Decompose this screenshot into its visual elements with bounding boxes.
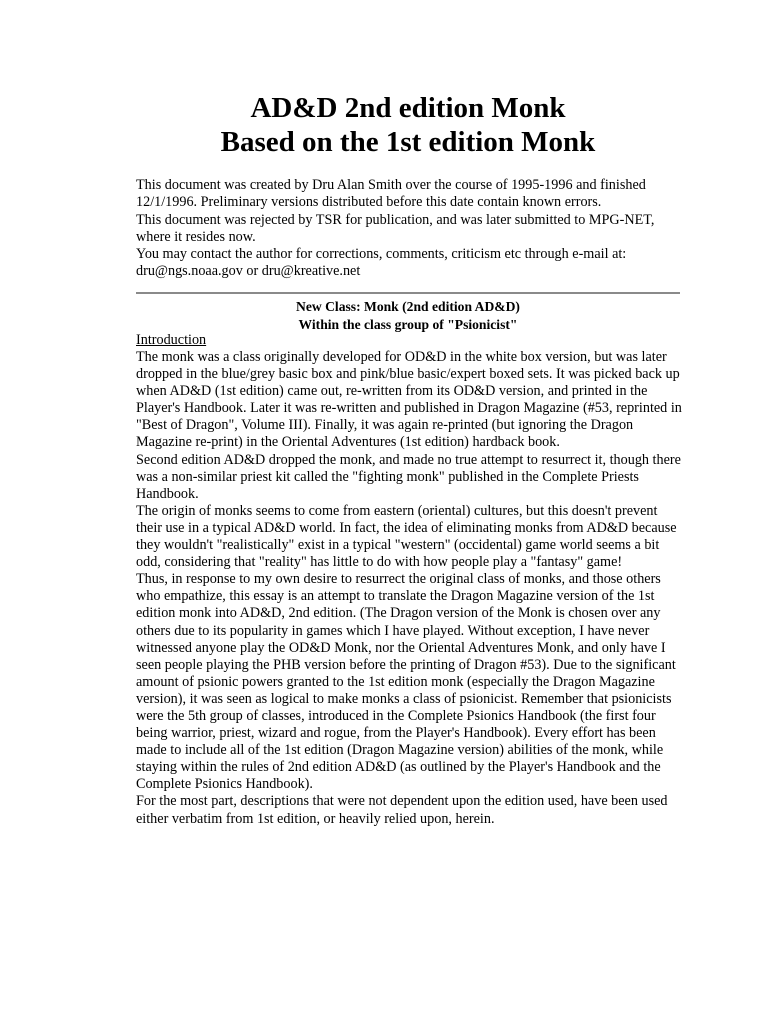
body-paragraph: For the most part, descriptions that were not dependent upon the edition used, have been used either verbatim from 1st edition, or heavily relied upon, herein. <box>136 793 668 827</box>
class-heading: New Class: Monk (2nd edition AD&D) <box>296 299 520 314</box>
body-paragraph: The origin of monks seems to come from eastern (oriental) cultures, but this doesn't prevent their use in a typical AD&D world. In fact, the idea of eliminating monks from AD&D because they wouldn't "realistically" exist in a typical "western" (occidental) game world seems a bit odd, considering that "reality" has little to do with how people play a "fantasy" game! <box>136 502 677 571</box>
intro-paragraph-publication: This document was rejected by TSR for publication, and was later submitted to MPG-NET, where it resides now. <box>136 211 655 245</box>
class-group-heading: Within the class group of "Psionicist" <box>298 317 518 332</box>
document-title-line-1: AD&D 2nd edition Monk <box>250 92 566 124</box>
intro-paragraph-authorship: This document was created by Dru Alan Smith over the course of 1995-1996 and finished 12/1/1996. Preliminary versions distributed before this date contain known errors. <box>136 177 646 211</box>
section-title-introduction: Introduction <box>136 332 207 348</box>
body-paragraph: Second edition AD&D dropped the monk, and made no true attempt to resurrect it, though there was a non-similar priest kit called the "fighting monk" published in the Complete Priests Handbook. <box>136 451 681 502</box>
introduction-body <box>136 349 682 828</box>
intro-block <box>136 177 680 281</box>
body-paragraph: Thus, in response to my own desire to resurrect the original class of monks, and those others who empathize, this essay is an attempt to translate the Dragon Magazine version of the 1st edition monk into AD&D, 2nd edition. (The Dragon version of the Monk is chosen over any others due to its popularity in games which I have played. Without exception, I have never witnessed anyone play the OD&D Monk, nor the Oriental Adventures Monk, and only have I seen people playing the PHB version before the printing of Dragon #53). Due to the significant amount of psionic powers granted to the 1st edition monk (especially the Dragon Magazine version), it was seen as logical to make monks a class of psionicist. Remember that psionicists were the 5th group of classes, introduced in the Complete Psionics Handbook (the first four being warrior, priest, wizard and rogue, from the Player's Handbook). Every effort has been made to include all of the 1st edition (Dragon Magazine version) abilities of the monk, while staying within the rules of 2nd edition AD&D (as outlined by the Player's Handbook and the Complete Psionics Handbook). <box>136 571 676 793</box>
body-paragraph: The monk was a class originally developed for OD&D in the white box version, but was later dropped in the blue/grey basic box and pink/blue basic/expert boxed sets. It was picked back up when AD&D (1st edition) came out, re-written from its OD&D version, and printed in the Player's Handbook. Later it was re-written and published in Dragon Magazine (#53, reprinted in "Best of Dragon", Volume III). Finally, it was again re-printed (but ignoring the Dragon Magazine re-print) in the Oriental Adventures (1st edition) hardback book. <box>136 349 682 451</box>
document-title-line-2: Based on the 1st edition Monk <box>220 126 596 158</box>
horizontal-divider <box>136 292 680 294</box>
intro-paragraph-contact: You may contact the author for corrections, comments, criticism etc through e-mail at: dru@ngs.noaa.gov or dru@kreative.net <box>136 246 627 280</box>
